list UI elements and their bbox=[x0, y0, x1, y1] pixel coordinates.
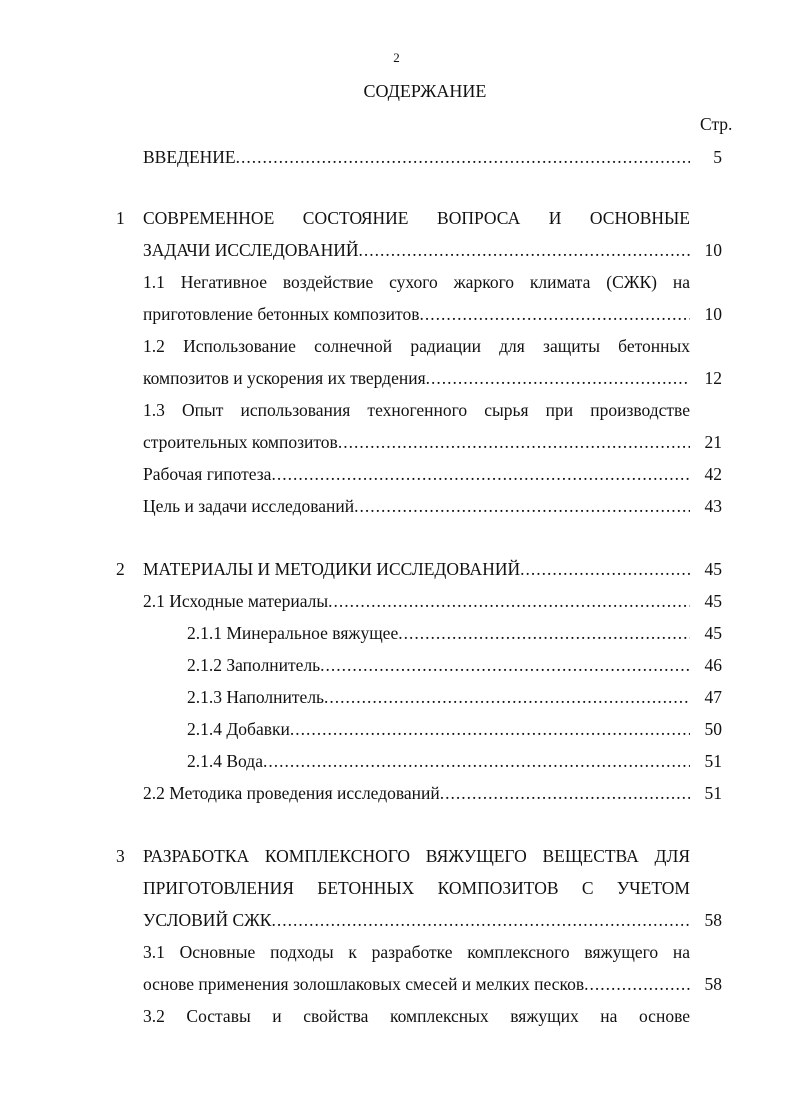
toc-title: СОДЕРЖАНИЕ bbox=[363, 81, 487, 101]
entry-text: 2.1.4 Добавки bbox=[187, 719, 290, 739]
dot-leader bbox=[520, 557, 690, 581]
toc-entry-1-1[interactable] bbox=[143, 302, 690, 326]
toc-entry-2-2[interactable] bbox=[143, 781, 690, 805]
section-title-line: 3.2 Составы и свойства комплексных вяжущих на основе bbox=[143, 1006, 690, 1026]
entry-text: 2.1.4 Вода bbox=[187, 751, 263, 771]
toc-entry-3-1[interactable] bbox=[143, 972, 690, 996]
toc-entry-hypothesis[interactable] bbox=[143, 462, 690, 486]
dot-leader bbox=[359, 238, 690, 262]
dot-leader bbox=[271, 462, 690, 486]
entry-text: МАТЕРИАЛЫ И МЕТОДИКИ ИССЛЕДОВАНИЙ bbox=[143, 559, 521, 579]
toc-entry-2-1-2[interactable] bbox=[187, 653, 690, 677]
entry-page: 12 bbox=[704, 368, 722, 388]
toc-entry-chapter-2[interactable] bbox=[143, 557, 690, 581]
entry-page: 21 bbox=[704, 432, 722, 452]
entry-page: 51 bbox=[704, 783, 722, 803]
page-column-label: Стр. bbox=[700, 114, 733, 134]
dot-leader bbox=[338, 430, 690, 454]
chapter-title-line: ПРИГОТОВЛЕНИЯ БЕТОННЫХ КОМПОЗИТОВ С УЧЕТОМ bbox=[143, 878, 690, 898]
section-title-line: 1.3 Опыт использования техногенного сырья при производстве bbox=[143, 400, 690, 420]
toc-entry-intro[interactable] bbox=[143, 145, 690, 169]
entry-page: 58 bbox=[704, 974, 722, 994]
entry-text: УСЛОВИЙ СЖК bbox=[143, 910, 272, 930]
toc-entry-goals[interactable] bbox=[143, 494, 690, 518]
entry-text: основе применения золошлаковых смесей и мелких песков bbox=[143, 974, 585, 994]
dot-leader bbox=[398, 621, 690, 645]
toc-entry-2-1[interactable] bbox=[143, 589, 690, 613]
entry-text: 2.1.3 Наполнитель bbox=[187, 687, 325, 707]
entry-page: 58 bbox=[704, 910, 722, 930]
entry-page: 42 bbox=[704, 464, 722, 484]
dot-leader bbox=[236, 145, 690, 169]
chapter-number: 1 bbox=[116, 208, 125, 228]
entry-page: 43 bbox=[704, 496, 722, 516]
entry-text: приготовление бетонных композитов bbox=[143, 304, 420, 324]
entry-page: 51 bbox=[704, 751, 722, 771]
entry-text: ВВЕДЕНИЕ bbox=[143, 147, 236, 167]
entry-text: 2.1.2 Заполнитель bbox=[187, 655, 321, 675]
entry-text: ЗАДАЧИ ИССЛЕДОВАНИЙ bbox=[143, 240, 359, 260]
toc-entry-chapter-1[interactable] bbox=[143, 238, 690, 262]
entry-page: 45 bbox=[704, 559, 722, 579]
dot-leader bbox=[324, 685, 690, 709]
toc-entry-chapter-3[interactable] bbox=[143, 908, 690, 932]
toc-entry-2-1-4-water[interactable] bbox=[187, 749, 690, 773]
dot-leader bbox=[271, 908, 690, 932]
entry-text: строительных композитов bbox=[143, 432, 338, 452]
toc-entry-1-2[interactable] bbox=[143, 366, 690, 390]
entry-page: 10 bbox=[704, 240, 722, 260]
toc-entry-2-1-3[interactable] bbox=[187, 685, 690, 709]
entry-page: 10 bbox=[704, 304, 722, 324]
entry-page: 45 bbox=[704, 591, 722, 611]
dot-leader bbox=[263, 749, 690, 773]
section-title-line: 1.1 Негативное воздействие сухого жаркого климата (СЖК) на bbox=[143, 272, 690, 292]
entry-text: Рабочая гипотеза bbox=[143, 464, 272, 484]
entry-text: композитов и ускорения их твердения bbox=[143, 368, 426, 388]
toc-entry-1-3[interactable] bbox=[143, 430, 690, 454]
dot-leader bbox=[419, 302, 690, 326]
chapter-title-line: РАЗРАБОТКА КОМПЛЕКСНОГО ВЯЖУЩЕГО ВЕЩЕСТВА ДЛЯ bbox=[143, 846, 690, 866]
chapter-number: 3 bbox=[116, 846, 125, 866]
dot-leader bbox=[440, 781, 690, 805]
chapter-title-line: СОВРЕМЕННОЕ СОСТОЯНИЕ ВОПРОСА И ОСНОВНЫЕ bbox=[143, 208, 690, 228]
dot-leader bbox=[290, 717, 690, 741]
section-title-line: 1.2 Использование солнечной радиации для защиты бетонных bbox=[143, 336, 690, 356]
dot-leader bbox=[328, 589, 690, 613]
toc-entry-2-1-4-additives[interactable] bbox=[187, 717, 690, 741]
page-number: 2 bbox=[393, 50, 400, 65]
entry-text: Цель и задачи исследований bbox=[143, 496, 355, 516]
dot-leader bbox=[426, 366, 690, 390]
dot-leader bbox=[354, 494, 690, 518]
entry-text: 2.1.1 Минеральное вяжущее bbox=[187, 623, 399, 643]
section-title-line: 3.1 Основные подходы к разработке комплексного вяжущего на bbox=[143, 942, 690, 962]
toc-entry-2-1-1[interactable] bbox=[187, 621, 690, 645]
entry-text: 2.1 Исходные материалы bbox=[143, 591, 329, 611]
entry-page: 46 bbox=[704, 655, 722, 675]
entry-page: 45 bbox=[704, 623, 722, 643]
entry-page: 50 bbox=[704, 719, 722, 739]
entry-text: 2.2 Методика проведения исследований bbox=[143, 783, 440, 803]
chapter-number: 2 bbox=[116, 559, 125, 579]
entry-page: 5 bbox=[713, 147, 722, 167]
dot-leader bbox=[320, 653, 690, 677]
dot-leader bbox=[584, 972, 690, 996]
entry-page: 47 bbox=[704, 687, 722, 707]
